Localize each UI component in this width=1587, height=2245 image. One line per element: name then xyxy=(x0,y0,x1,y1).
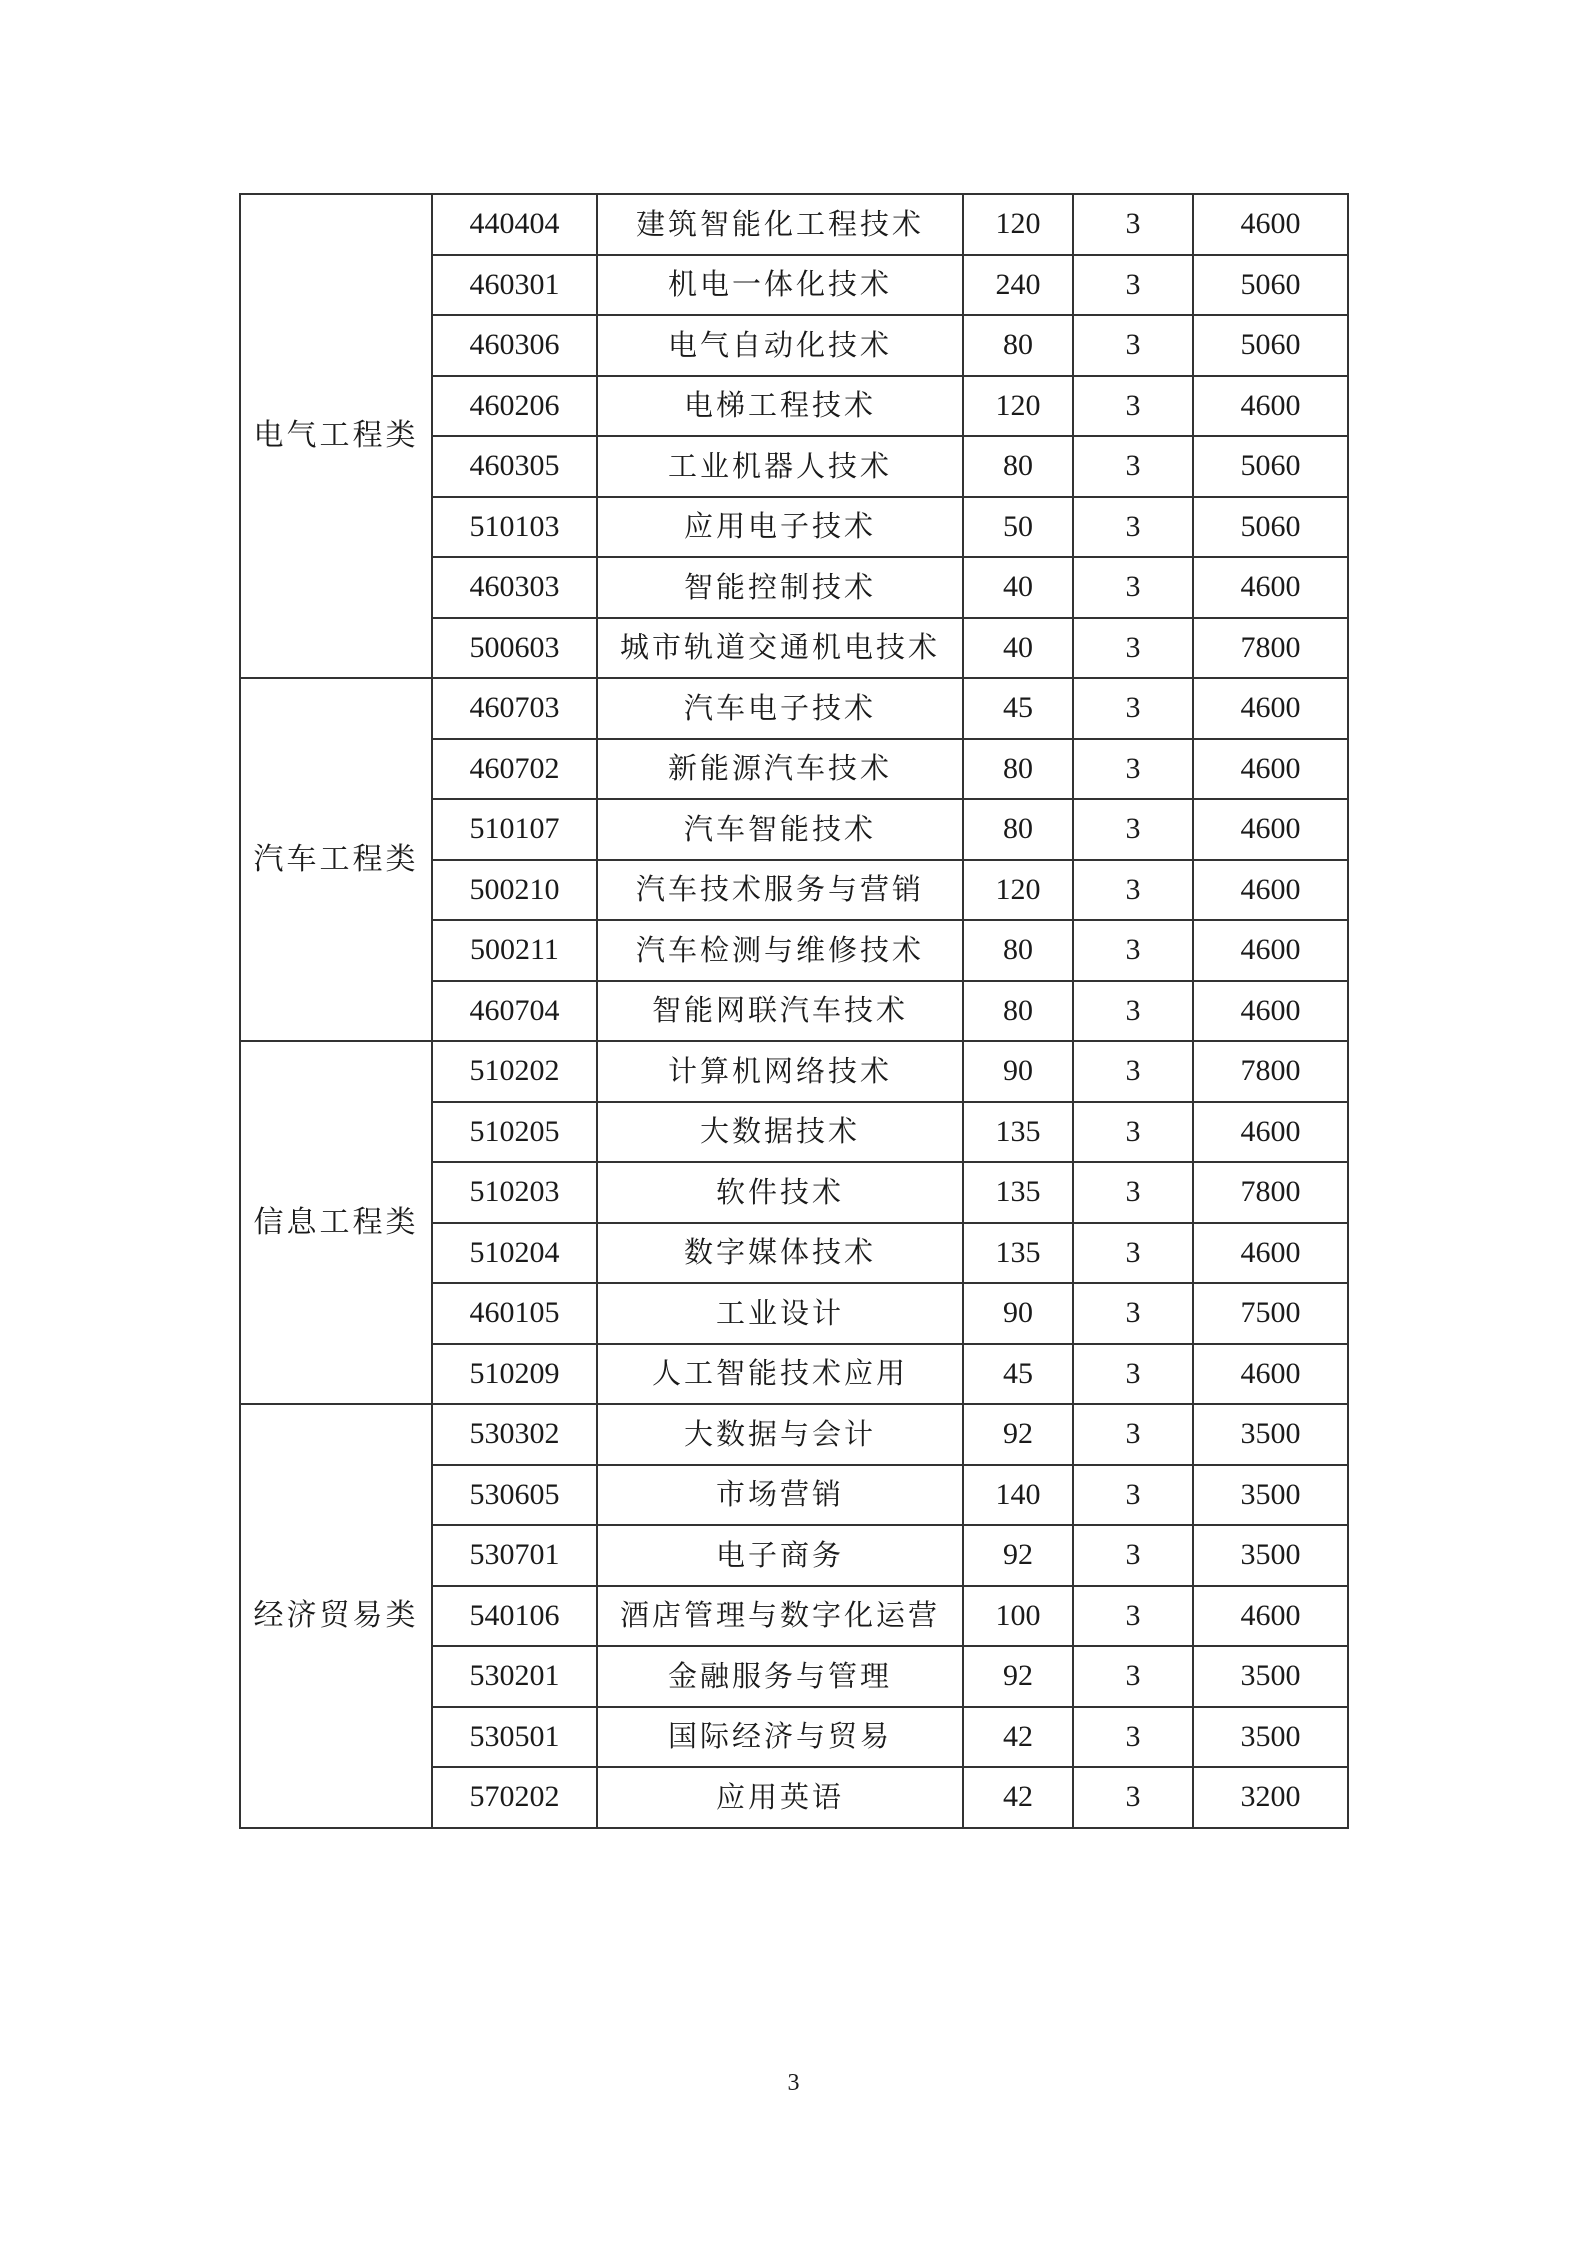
enrollment-plan-cell: 240 xyxy=(963,255,1073,316)
tuition-fee-cell: 4600 xyxy=(1193,739,1348,800)
major-code-cell: 460105 xyxy=(432,1283,597,1344)
enrollment-plan-cell: 80 xyxy=(963,799,1073,860)
tuition-fee-cell: 4600 xyxy=(1193,860,1348,921)
study-years-cell: 3 xyxy=(1073,436,1193,497)
tuition-fee-cell: 4600 xyxy=(1193,920,1348,981)
study-years-cell: 3 xyxy=(1073,1646,1193,1707)
enrollment-plan-cell: 92 xyxy=(963,1525,1073,1586)
enrollment-plan-cell: 92 xyxy=(963,1404,1073,1465)
enrollment-plan-cell: 120 xyxy=(963,860,1073,921)
study-years-cell: 3 xyxy=(1073,1767,1193,1828)
major-name-cell: 电气自动化技术 xyxy=(597,315,963,376)
major-name-cell: 电梯工程技术 xyxy=(597,376,963,437)
major-name-cell: 人工智能技术应用 xyxy=(597,1344,963,1405)
major-code-cell: 460301 xyxy=(432,255,597,316)
study-years-cell: 3 xyxy=(1073,1465,1193,1526)
study-years-cell: 3 xyxy=(1073,1344,1193,1405)
enrollment-plan-cell: 90 xyxy=(963,1041,1073,1102)
tuition-fee-cell: 4600 xyxy=(1193,1344,1348,1405)
major-name-cell: 工业设计 xyxy=(597,1283,963,1344)
major-name-cell: 新能源汽车技术 xyxy=(597,739,963,800)
page-number: 3 xyxy=(787,2070,800,2096)
enrollment-plan-cell: 80 xyxy=(963,981,1073,1042)
study-years-cell: 3 xyxy=(1073,678,1193,739)
enrollment-plan-cell: 90 xyxy=(963,1283,1073,1344)
study-years-cell: 3 xyxy=(1073,618,1193,679)
study-years-cell: 3 xyxy=(1073,1102,1193,1163)
major-name-cell: 汽车智能技术 xyxy=(597,799,963,860)
enrollment-table xyxy=(239,193,1349,1829)
major-name-cell: 酒店管理与数字化运营 xyxy=(597,1586,963,1647)
major-code-cell: 510209 xyxy=(432,1344,597,1405)
major-code-cell: 460206 xyxy=(432,376,597,437)
tuition-fee-cell: 4600 xyxy=(1193,1586,1348,1647)
major-code-cell: 530302 xyxy=(432,1404,597,1465)
study-years-cell: 3 xyxy=(1073,1525,1193,1586)
major-name-cell: 软件技术 xyxy=(597,1162,963,1223)
major-code-cell: 530701 xyxy=(432,1525,597,1586)
major-code-cell: 510203 xyxy=(432,1162,597,1223)
major-name-cell: 电子商务 xyxy=(597,1525,963,1586)
enrollment-plan-cell: 135 xyxy=(963,1102,1073,1163)
major-code-cell: 460704 xyxy=(432,981,597,1042)
major-code-cell: 540106 xyxy=(432,1586,597,1647)
category-cell: 经济贸易类 xyxy=(240,1404,432,1828)
table-row xyxy=(240,1404,1348,1465)
major-name-cell: 大数据与会计 xyxy=(597,1404,963,1465)
major-name-cell: 数字媒体技术 xyxy=(597,1223,963,1284)
major-code-cell: 500211 xyxy=(432,920,597,981)
tuition-fee-cell: 4600 xyxy=(1193,1223,1348,1284)
major-code-cell: 570202 xyxy=(432,1767,597,1828)
study-years-cell: 3 xyxy=(1073,1041,1193,1102)
major-name-cell: 建筑智能化工程技术 xyxy=(597,194,963,255)
major-code-cell: 500603 xyxy=(432,618,597,679)
major-name-cell: 市场营销 xyxy=(597,1465,963,1526)
study-years-cell: 3 xyxy=(1073,1283,1193,1344)
major-name-cell: 汽车电子技术 xyxy=(597,678,963,739)
major-code-cell: 530605 xyxy=(432,1465,597,1526)
major-code-cell: 510204 xyxy=(432,1223,597,1284)
major-code-cell: 460303 xyxy=(432,557,597,618)
tuition-fee-cell: 4600 xyxy=(1193,376,1348,437)
major-code-cell: 530501 xyxy=(432,1707,597,1768)
tuition-fee-cell: 3500 xyxy=(1193,1707,1348,1768)
tuition-fee-cell: 5060 xyxy=(1193,436,1348,497)
major-name-cell: 机电一体化技术 xyxy=(597,255,963,316)
tuition-fee-cell: 7800 xyxy=(1193,1162,1348,1223)
enrollment-plan-cell: 140 xyxy=(963,1465,1073,1526)
major-name-cell: 智能控制技术 xyxy=(597,557,963,618)
enrollment-plan-cell: 120 xyxy=(963,376,1073,437)
tuition-fee-cell: 4600 xyxy=(1193,557,1348,618)
category-cell: 信息工程类 xyxy=(240,1041,432,1404)
enrollment-plan-cell: 80 xyxy=(963,739,1073,800)
study-years-cell: 3 xyxy=(1073,799,1193,860)
major-name-cell: 汽车检测与维修技术 xyxy=(597,920,963,981)
major-code-cell: 530201 xyxy=(432,1646,597,1707)
tuition-fee-cell: 4600 xyxy=(1193,1102,1348,1163)
tuition-fee-cell: 5060 xyxy=(1193,497,1348,558)
enrollment-plan-cell: 120 xyxy=(963,194,1073,255)
table-row xyxy=(240,1041,1348,1102)
tuition-fee-cell: 3500 xyxy=(1193,1646,1348,1707)
study-years-cell: 3 xyxy=(1073,860,1193,921)
table-row xyxy=(240,678,1348,739)
enrollment-plan-cell: 135 xyxy=(963,1223,1073,1284)
study-years-cell: 3 xyxy=(1073,1707,1193,1768)
major-code-cell: 460306 xyxy=(432,315,597,376)
major-code-cell: 460305 xyxy=(432,436,597,497)
tuition-fee-cell: 3500 xyxy=(1193,1465,1348,1526)
major-name-cell: 应用电子技术 xyxy=(597,497,963,558)
enrollment-plan-cell: 42 xyxy=(963,1767,1073,1828)
major-name-cell: 汽车技术服务与营销 xyxy=(597,860,963,921)
study-years-cell: 3 xyxy=(1073,376,1193,437)
enrollment-plan-cell: 135 xyxy=(963,1162,1073,1223)
major-name-cell: 国际经济与贸易 xyxy=(597,1707,963,1768)
tuition-fee-cell: 3200 xyxy=(1193,1767,1348,1828)
study-years-cell: 3 xyxy=(1073,255,1193,316)
study-years-cell: 3 xyxy=(1073,920,1193,981)
tuition-fee-cell: 7800 xyxy=(1193,1041,1348,1102)
category-cell: 电气工程类 xyxy=(240,194,432,678)
major-name-cell: 智能网联汽车技术 xyxy=(597,981,963,1042)
enrollment-plan-cell: 45 xyxy=(963,1344,1073,1405)
major-code-cell: 440404 xyxy=(432,194,597,255)
major-code-cell: 510202 xyxy=(432,1041,597,1102)
enrollment-plan-cell: 100 xyxy=(963,1586,1073,1647)
tuition-fee-cell: 3500 xyxy=(1193,1404,1348,1465)
study-years-cell: 3 xyxy=(1073,1586,1193,1647)
tuition-fee-cell: 5060 xyxy=(1193,315,1348,376)
study-years-cell: 3 xyxy=(1073,1162,1193,1223)
enrollment-plan-cell: 42 xyxy=(963,1707,1073,1768)
enrollment-plan-cell: 45 xyxy=(963,678,1073,739)
study-years-cell: 3 xyxy=(1073,739,1193,800)
study-years-cell: 3 xyxy=(1073,1223,1193,1284)
major-name-cell: 应用英语 xyxy=(597,1767,963,1828)
major-name-cell: 金融服务与管理 xyxy=(597,1646,963,1707)
major-code-cell: 460702 xyxy=(432,739,597,800)
table-row xyxy=(240,194,1348,255)
tuition-fee-cell: 7800 xyxy=(1193,618,1348,679)
tuition-fee-cell: 5060 xyxy=(1193,255,1348,316)
tuition-fee-cell: 3500 xyxy=(1193,1525,1348,1586)
enrollment-plan-cell: 80 xyxy=(963,315,1073,376)
tuition-fee-cell: 4600 xyxy=(1193,678,1348,739)
table-body xyxy=(240,194,1348,1828)
major-name-cell: 工业机器人技术 xyxy=(597,436,963,497)
tuition-fee-cell: 4600 xyxy=(1193,799,1348,860)
major-name-cell: 计算机网络技术 xyxy=(597,1041,963,1102)
major-name-cell: 大数据技术 xyxy=(597,1102,963,1163)
major-code-cell: 510107 xyxy=(432,799,597,860)
enrollment-plan-cell: 50 xyxy=(963,497,1073,558)
study-years-cell: 3 xyxy=(1073,1404,1193,1465)
study-years-cell: 3 xyxy=(1073,497,1193,558)
major-name-cell: 城市轨道交通机电技术 xyxy=(597,618,963,679)
enrollment-plan-cell: 92 xyxy=(963,1646,1073,1707)
enrollment-plan-cell: 80 xyxy=(963,436,1073,497)
tuition-fee-cell: 4600 xyxy=(1193,981,1348,1042)
tuition-fee-cell: 4600 xyxy=(1193,194,1348,255)
category-cell: 汽车工程类 xyxy=(240,678,432,1041)
study-years-cell: 3 xyxy=(1073,981,1193,1042)
major-code-cell: 500210 xyxy=(432,860,597,921)
major-code-cell: 510103 xyxy=(432,497,597,558)
study-years-cell: 3 xyxy=(1073,194,1193,255)
enrollment-plan-cell: 40 xyxy=(963,557,1073,618)
study-years-cell: 3 xyxy=(1073,315,1193,376)
enrollment-plan-cell: 40 xyxy=(963,618,1073,679)
study-years-cell: 3 xyxy=(1073,557,1193,618)
tuition-fee-cell: 7500 xyxy=(1193,1283,1348,1344)
major-code-cell: 510205 xyxy=(432,1102,597,1163)
enrollment-plan-cell: 80 xyxy=(963,920,1073,981)
major-code-cell: 460703 xyxy=(432,678,597,739)
